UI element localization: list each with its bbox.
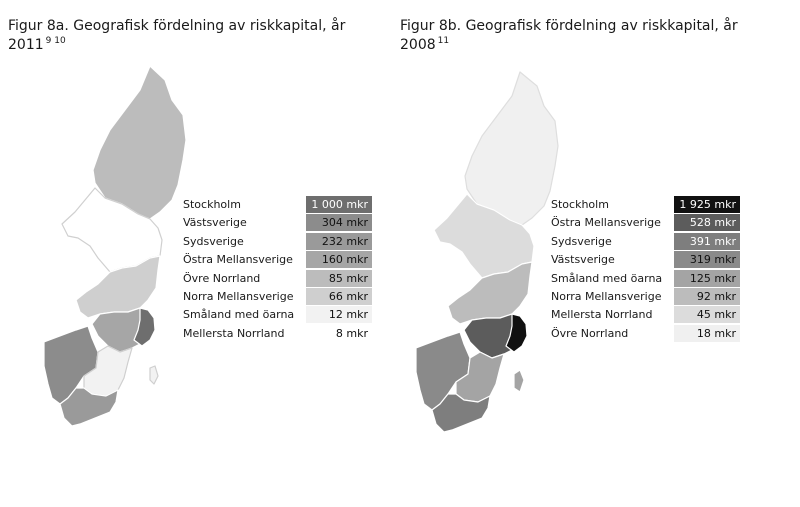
legend-value-swatch: 66 mkr <box>306 288 372 305</box>
legend-value-swatch: 92 mkr <box>674 288 740 305</box>
figure-8b-footnote-ref: 11 <box>437 36 450 47</box>
legend-value-swatch: 18 mkr <box>674 325 740 342</box>
legend-value-swatch: 12 mkr <box>306 306 372 323</box>
legend-region-label: Småland med öarna <box>551 271 663 285</box>
legend-region-label: Stockholm <box>183 198 241 211</box>
legend-value-swatch: 391 mkr <box>674 233 740 250</box>
legend-value-swatch: 8 mkr <box>306 325 372 342</box>
legend-region-label: Mellersta Norrland <box>551 308 653 322</box>
legend-value-swatch: 232 mkr <box>306 233 372 250</box>
region-gotland <box>514 370 524 392</box>
legend-value-swatch: 1 925 mkr <box>674 196 740 213</box>
legend-region-label: Östra Mellansverige <box>183 253 293 267</box>
region-ovre-norrland <box>465 72 558 225</box>
legend-region-label: Övre Norrland <box>183 271 261 285</box>
legend-region-label: Östra Mellansverige <box>551 216 661 230</box>
legend-region-label: Mellersta Norrland <box>183 326 285 340</box>
legend-value-swatch: 319 mkr <box>674 251 740 268</box>
region-gotland <box>150 366 158 384</box>
legend-value-swatch: 45 mkr <box>674 306 740 323</box>
legend-region-label: Norra Mellansverige <box>551 289 662 303</box>
legend-value-swatch: 1 000 mkr <box>306 196 372 213</box>
legend-region-label: Stockholm <box>551 198 609 211</box>
legend-value-swatch: 125 mkr <box>674 270 740 287</box>
legend-region-label: Sydsverige <box>551 234 612 248</box>
legend-value-swatch: 160 mkr <box>306 251 372 268</box>
legend-region-label: Småland med öarna <box>183 308 295 322</box>
region-ovre-norrland <box>93 66 186 219</box>
figure-8b <box>400 0 800 507</box>
legend-value-swatch: 85 mkr <box>306 270 372 287</box>
legend-value-swatch: 304 mkr <box>306 214 372 231</box>
figure-8a-footnote-ref: 9 10 <box>45 36 66 47</box>
legend-region-label: Sydsverige <box>183 234 244 248</box>
legend-region-label: Västsverige <box>183 216 247 230</box>
figure-8a-title-text: Figur 8a. Geografisk fördelning av riskkapital, år 2011 <box>8 18 346 53</box>
legend-region-label: Västsverige <box>551 253 615 267</box>
figure-8b-title-text: Figur 8b. Geografisk fördelning av riskkapital, år 2008 <box>400 18 738 53</box>
legend-region-label: Norra Mellansverige <box>183 289 294 303</box>
legend-value-swatch: 528 mkr <box>674 214 740 231</box>
legend-region-label: Övre Norrland <box>551 326 629 340</box>
